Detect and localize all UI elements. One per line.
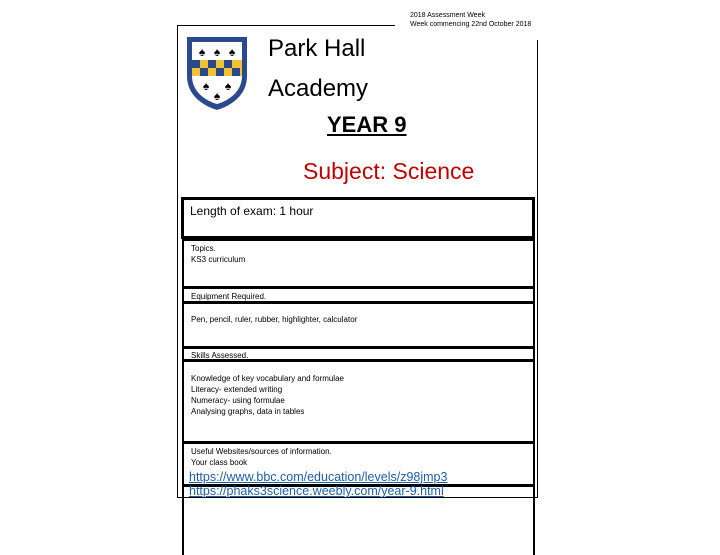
equipment-label-box [182,287,535,303]
svg-text:♠: ♠ [228,45,236,59]
skill-item: Knowledge of key vocabulary and formulae [191,374,344,383]
skill-item: Literacy- extended writing [191,385,283,394]
useful-item: Your class book [191,458,248,467]
year-heading: YEAR 9 [327,112,407,137]
equipment-text: Pen, pencil, ruler, rubber, highlighter, calculator [191,315,358,324]
svg-text:♠: ♠ [213,45,221,59]
frame-top [177,25,395,26]
useful-label: Useful Websites/sources of information. [191,447,332,456]
subject-heading: Subject: Science [303,158,475,184]
skill-item: Analysing graphs, data in tables [191,407,305,416]
school-name [268,29,368,109]
exam-length-box [181,197,535,239]
svg-text:♠: ♠ [224,79,232,93]
frame-left [177,25,178,497]
svg-text:♠: ♠ [202,79,210,93]
assessment-info [410,11,531,29]
assessment-week: 2018 Assessment Week [410,12,485,19]
skill-item: Numeracy- using formulae [191,396,285,405]
school-name-line2: Academy [268,75,369,102]
topics-box [182,239,535,288]
skills-label: Skills Assessed. [191,351,249,360]
frame-right [537,40,538,497]
equipment-box [182,302,535,348]
phaks3science-link[interactable]: https://phaks3science.weebly.com/year-9.html [189,484,444,498]
school-name-line1: Park Hall [268,35,366,62]
week-commencing: Week commencing 22nd October 2018 [410,21,532,28]
useful-links [189,470,447,498]
svg-text:♠: ♠ [213,89,221,103]
school-crest-logo [184,34,250,112]
equipment-label: Equipment Required. [191,292,267,301]
topics-item: KS3 curriculum [191,255,246,264]
topics-label: Topics. [191,244,216,253]
exam-length: Length of exam: 1 hour [190,204,314,218]
skills-box [182,360,535,443]
svg-text:♠: ♠ [198,45,206,59]
skills-label-box [182,347,535,361]
bbc-link[interactable]: https://www.bbc.com/education/levels/z98jmp3 [189,470,448,484]
